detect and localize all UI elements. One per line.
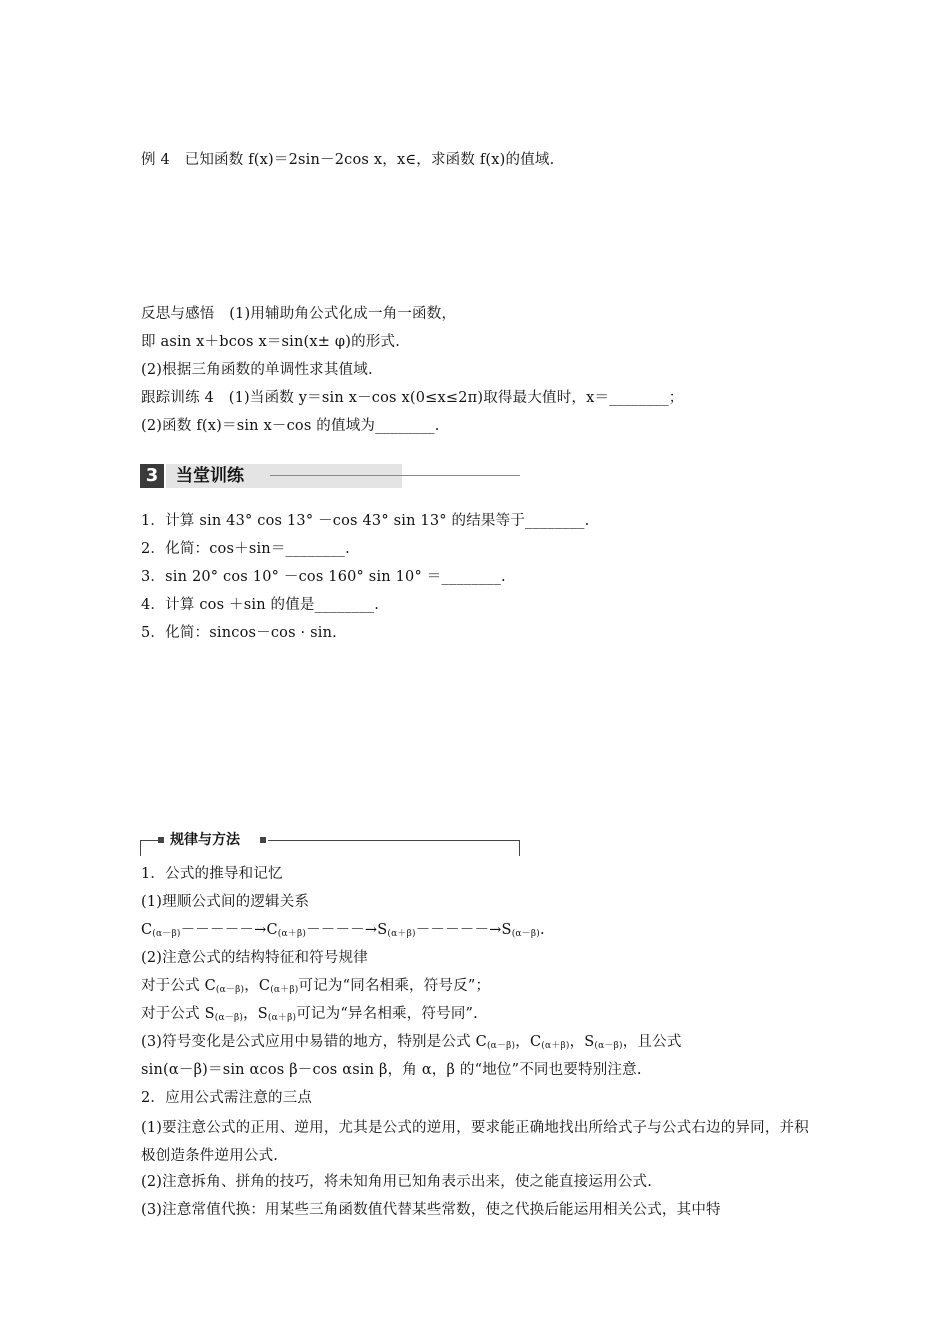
example-4: 例 4 已知函数 f(x)＝2sin－2cos x，x∈，求函数 f(x)的值域. [141, 152, 555, 168]
formula-c-plus: C [266, 922, 278, 938]
text-span: ，S [243, 1006, 268, 1022]
rules-heading-1: 1．公式的推导和记忆 [141, 866, 283, 882]
section-3-header [140, 464, 520, 490]
formula-sub: (α＋β) [387, 929, 416, 939]
formula-sub: (α－β) [594, 1041, 623, 1051]
section-number: 3 [140, 464, 164, 488]
text-span: ，C [244, 978, 271, 994]
formula-sub: (α－β) [511, 929, 540, 939]
exercise-3: 3．sin 20° cos 10° －cos 160° sin 10° ＝________. [141, 569, 506, 585]
reflection-line-1: 反思与感悟 (1)用辅助角公式化成一角一函数， [141, 306, 457, 322]
box-side-right [519, 840, 520, 856]
section-rule [270, 475, 520, 476]
formula-sub: (α＋β) [267, 1013, 297, 1023]
rules-box-title: 规律与方法 [170, 832, 240, 848]
exercise-4: 4．计算 cos ＋sin 的值是________. [141, 597, 380, 613]
rules-p4 [141, 1004, 478, 1028]
arrow: －－－－－→ [415, 922, 502, 938]
text-span: (3)符号变化是公式应用中易错的地方，特别是公式 C [141, 1034, 487, 1050]
formula-sub: (α－β) [152, 929, 181, 939]
rules-p7: (1)要注意公式的正用、逆用，尤其是公式的逆用，要求能正确地找出所给式子与公式右边的异同，并积极创造条件逆用公式. [141, 1120, 809, 1164]
follow-up-line-2: (2)函数 f(x)＝sin x－cos 的值域为________. [141, 418, 440, 434]
text-span: 对于公式 S [141, 1006, 215, 1022]
exercise-5: 5．化简：sincos－cos · sin. [141, 625, 337, 641]
formula-chain [141, 920, 545, 944]
rules-p1: (1)理顺公式间的逻辑关系 [141, 894, 310, 910]
follow-up-line-1: 跟踪训练 4 (1)当函数 y＝sin x－cos x(0≤x≤2π)取得最大值时，x＝________； [141, 390, 684, 406]
period: . [540, 922, 545, 938]
exercise-1: 1．计算 sin 43° cos 13° －cos 43° sin 13° 的结果等于________. [141, 513, 590, 529]
rules-heading-2: 2．应用公式需注意的三点 [141, 1090, 313, 1106]
formula-s-plus: S [377, 922, 388, 938]
box-rule-left [140, 840, 158, 841]
rules-p9: (3)注意常值代换：用某些三角函数值代替某些常数，使之代换后能运用相关公式，其中特 [141, 1202, 721, 1218]
formula-sub: (α＋β) [541, 1041, 570, 1051]
rules-p2: (2)注意公式的结构特征和符号规律 [141, 950, 368, 966]
box-dot-left [158, 837, 164, 843]
formula-sub: (α－β) [486, 1041, 516, 1051]
formula-c-minus: C [141, 922, 153, 938]
text-span: ，C [515, 1034, 542, 1050]
formula-s-minus: S [501, 922, 512, 938]
formula-sub: (α－β) [215, 985, 245, 995]
rules-p5 [141, 1032, 682, 1056]
text-span: ，S [569, 1034, 595, 1050]
text-span: 对于公式 C [141, 978, 216, 994]
formula-sub: (α＋β) [270, 985, 299, 995]
text-span: 可记为“异名相乘，符号同”. [296, 1006, 478, 1022]
reflection-line-2: 即 asin x＋bcos x＝sin(x± φ)的形式. [141, 334, 401, 350]
arrow: －－－－→ [306, 922, 378, 938]
section-title: 当堂训练 [176, 466, 244, 486]
exercise-2: 2．化简：cos＋sin＝________. [141, 541, 350, 557]
box-side-left [140, 840, 141, 856]
formula-sub: (α－β) [214, 1013, 244, 1023]
rules-box-header [140, 830, 520, 858]
text-span: ，且公式 [622, 1034, 682, 1050]
arrow: －－－－－→ [180, 922, 267, 938]
reflection-line-3: (2)根据三角函数的单调性求其值域. [141, 362, 373, 378]
rules-p8: (2)注意拆角、拼角的技巧，将未知角用已知角表示出来，使之能直接运用公式. [141, 1174, 653, 1190]
box-dot-right [260, 837, 266, 843]
text-span: 可记为“同名相乘，符号反”； [298, 978, 491, 994]
rules-p3 [141, 976, 490, 1000]
box-rule-right [268, 840, 519, 841]
formula-sub: (α＋β) [277, 929, 307, 939]
rules-p6: sin(α－β)＝sin αcos β－cos αsin β，角 α，β 的“地位”不同也要特别注意. [141, 1062, 642, 1078]
